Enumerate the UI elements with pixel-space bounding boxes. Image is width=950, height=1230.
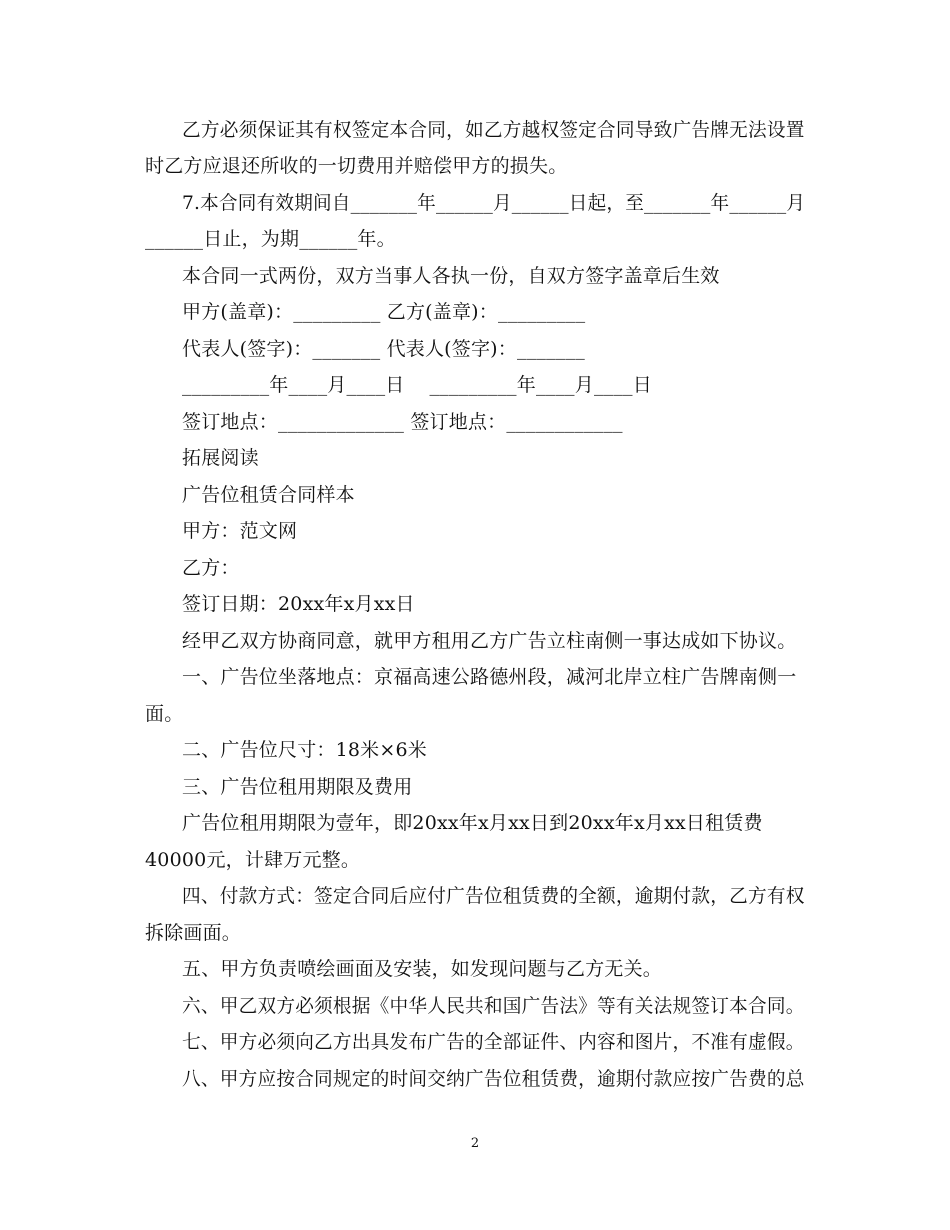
clause-line: 广告位租用期限为壹年，即20xx年x月xx日到20xx年x月xx日租赁费 bbox=[182, 812, 763, 834]
clause-line: 六、甲乙双方必须根据《中华人民共和国广告法》等有关法规签订本合同。 bbox=[182, 995, 805, 1017]
clause-line: 四、付款方式：签定合同后应付广告位租赁费的全额，逾期付款，乙方有权 bbox=[182, 885, 805, 907]
clause-line: 面。 bbox=[145, 703, 184, 725]
signing-place-line: 签订地点：_____________ 签订地点：____________ bbox=[182, 411, 623, 433]
clause-line: 五、甲方负责喷绘画面及安装，如发现问题与乙方无关。 bbox=[182, 958, 663, 980]
clause-line: 七、甲方必须向乙方出具发布广告的全部证件、内容和图片，不准有虚假。 bbox=[182, 1031, 805, 1053]
paragraph-line: 7.本合同有效期间自_______年______月______日起，至_______年______月 bbox=[182, 192, 806, 214]
signing-date-line: 签订日期：20xx年x月xx日 bbox=[182, 593, 415, 615]
clause-line: 一、广告位坐落地点：京福高速公路德州段，减河北岸立柱广告牌南侧一 bbox=[182, 666, 797, 688]
page-number: 2 bbox=[470, 1136, 480, 1151]
signature-line: 代表人(签字)：_______ 代表人(签字)：_______ bbox=[182, 338, 585, 360]
clause-line: 三、广告位租用期限及费用 bbox=[182, 776, 413, 798]
party-b-line: 乙方： bbox=[182, 557, 240, 579]
paragraph-line: 本合同一式两份，双方当事人各执一份，自双方签字盖章后生效 bbox=[182, 265, 720, 287]
clause-line: 拆除画面。 bbox=[145, 922, 242, 944]
party-a-line: 甲方：范文网 bbox=[182, 520, 298, 542]
clause-line: 40000元，计肆万元整。 bbox=[145, 849, 361, 871]
clause-line: 八、甲方应按合同规定的时间交纳广告位租赁费，逾期付款应按广告费的总 bbox=[182, 1068, 805, 1090]
signature-line: 甲方(盖章)：_________ 乙方(盖章)：_________ bbox=[182, 301, 586, 323]
paragraph-line: ______日止，为期______年。 bbox=[145, 228, 396, 250]
paragraph-line: 经甲乙双方协商同意，就甲方租用乙方广告立柱南侧一事达成如下协议。 bbox=[182, 630, 797, 652]
section-heading: 拓展阅读 bbox=[182, 447, 259, 469]
paragraph-line: 时乙方应退还所收的一切费用并赔偿甲方的损失。 bbox=[145, 155, 568, 177]
paragraph-line: 乙方必须保证其有权签定本合同，如乙方越权签定合同导致广告牌无法设置 bbox=[182, 119, 805, 141]
document-title: 广告位租赁合同样本 bbox=[182, 484, 355, 506]
clause-line: 二、广告位尺寸：18米×6米 bbox=[182, 739, 427, 761]
date-line: _________年____月____日 _________年____月____日 bbox=[182, 374, 652, 396]
